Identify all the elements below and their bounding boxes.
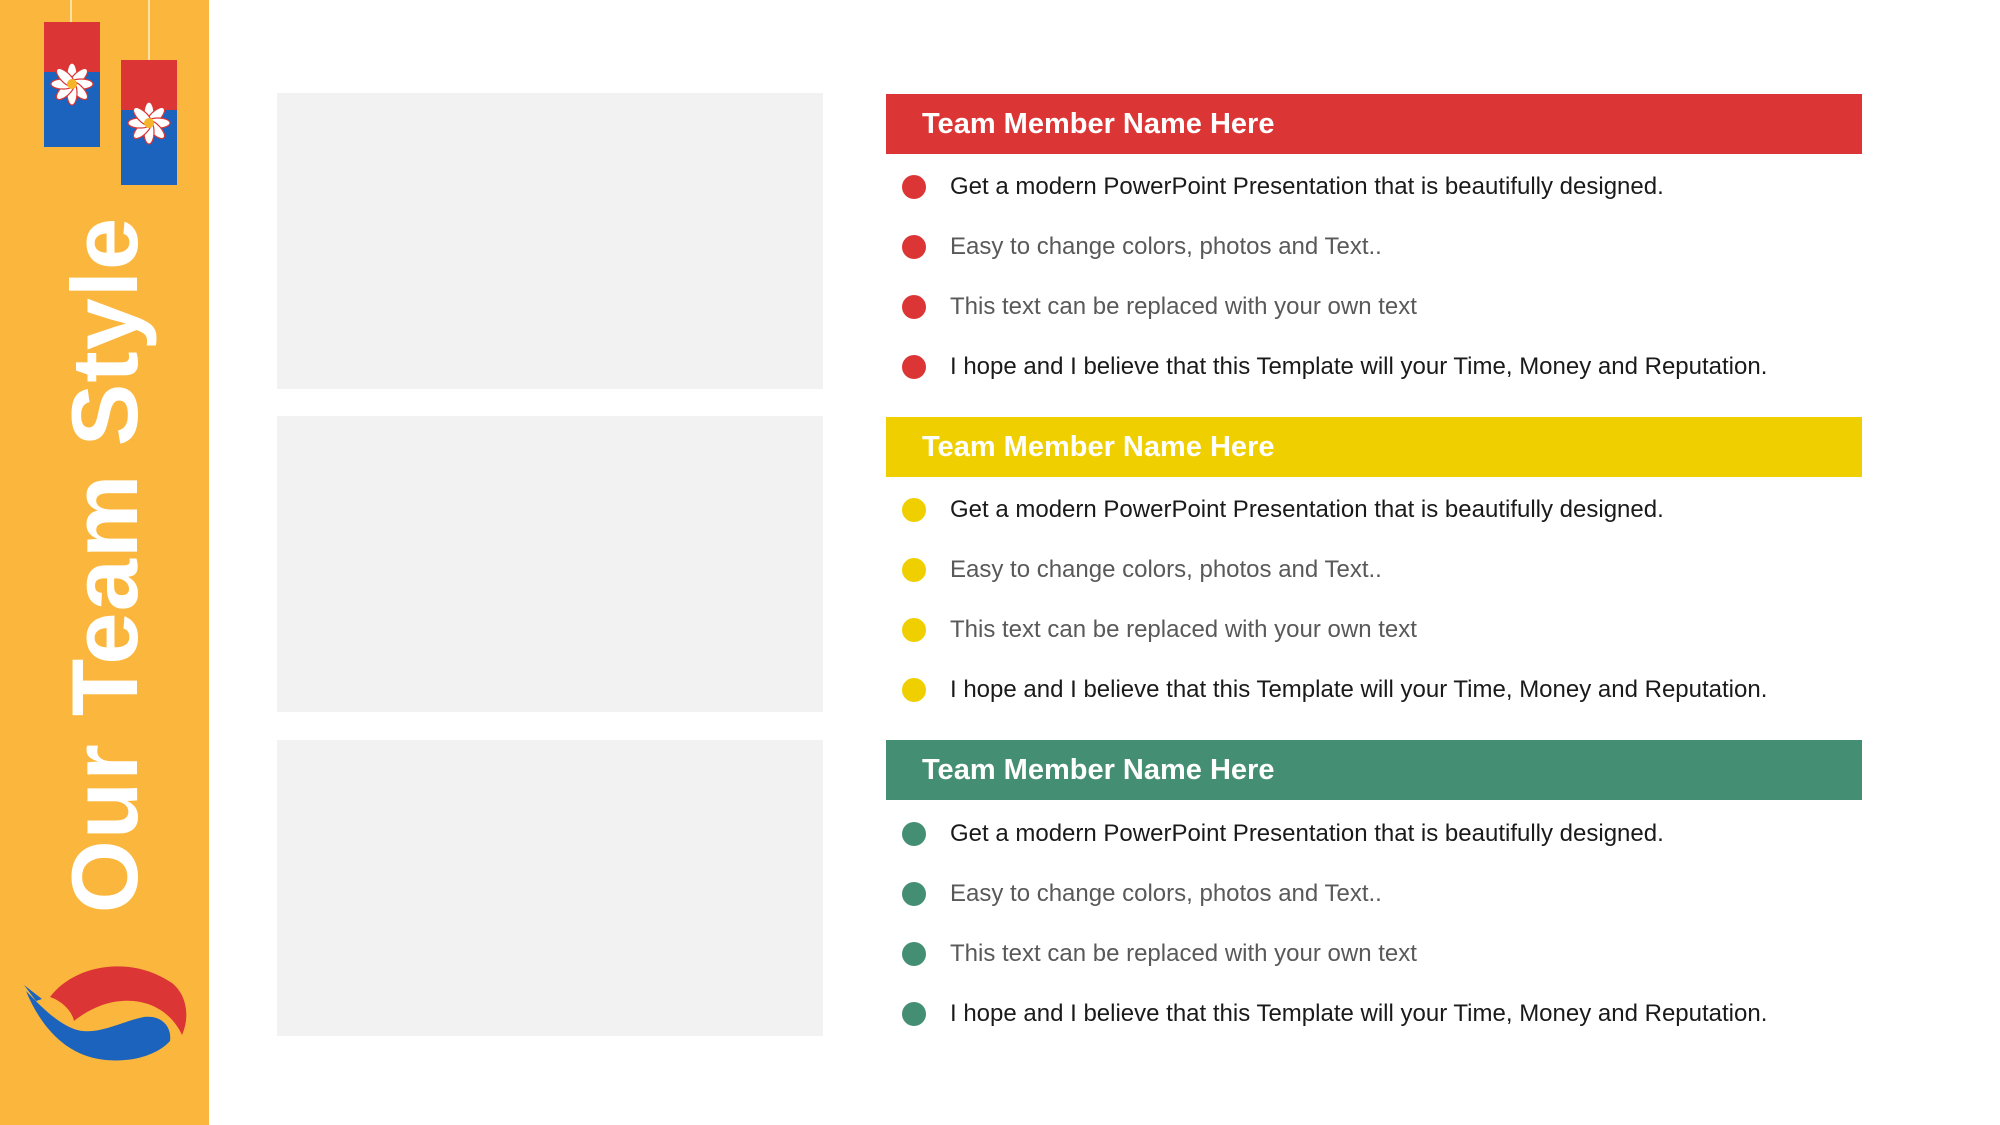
bullet-dot xyxy=(902,175,926,199)
bullet-text: Get a modern PowerPoint Presentation that is beautifully designed. xyxy=(950,496,1664,523)
bullet-dot xyxy=(902,235,926,259)
member-photo-placeholder xyxy=(277,416,823,712)
bullet-text: This text can be replaced with your own text xyxy=(950,940,1417,967)
bullet-text: Easy to change colors, photos and Text.. xyxy=(950,880,1382,907)
list-item xyxy=(902,814,1664,854)
flower-banner-icon xyxy=(121,60,177,185)
member-name-header: Team Member Name Here xyxy=(886,94,1862,154)
list-item xyxy=(902,550,1382,590)
banner-cord xyxy=(148,0,150,60)
member-name-header: Team Member Name Here xyxy=(886,740,1862,800)
sidebar xyxy=(0,0,209,1125)
flower-banner-icon xyxy=(44,22,100,147)
list-item xyxy=(902,490,1664,530)
member-photo-placeholder xyxy=(277,93,823,389)
bullet-dot xyxy=(902,295,926,319)
bullet-text: Get a modern PowerPoint Presentation that is beautifully designed. xyxy=(950,820,1664,847)
bullet-dot xyxy=(902,942,926,966)
bullet-dot xyxy=(902,558,926,582)
list-item xyxy=(902,347,1767,387)
member-name-header: Team Member Name Here xyxy=(886,417,1862,477)
flower-icon xyxy=(50,62,94,106)
bullet-dot xyxy=(902,355,926,379)
list-item xyxy=(902,934,1417,974)
bullet-text: This text can be replaced with your own text xyxy=(950,293,1417,320)
list-item xyxy=(902,287,1417,327)
bullet-dot xyxy=(902,1002,926,1026)
bullet-text: I hope and I believe that this Template will your Time, Money and Reputation. xyxy=(950,676,1768,703)
bullet-dot xyxy=(902,882,926,906)
list-item xyxy=(902,874,1382,914)
taegeuk-brush-icon xyxy=(22,955,192,1065)
bullet-dot xyxy=(902,822,926,846)
flower-icon xyxy=(127,101,171,145)
list-item xyxy=(902,227,1382,267)
bullet-dot xyxy=(902,618,926,642)
bullet-dot xyxy=(902,498,926,522)
member-photo-placeholder xyxy=(277,740,823,1036)
bullet-text: Easy to change colors, photos and Text.. xyxy=(950,556,1382,583)
bullet-text: Easy to change colors, photos and Text.. xyxy=(950,233,1382,260)
list-item xyxy=(902,167,1664,207)
list-item xyxy=(902,610,1417,650)
bullet-text: I hope and I believe that this Template will your Time, Money and Reputation. xyxy=(950,1000,1768,1027)
list-item xyxy=(902,994,1767,1034)
bullet-dot xyxy=(902,678,926,702)
bullet-text: Get a modern PowerPoint Presentation that is beautifully designed. xyxy=(950,173,1664,200)
banner-cord xyxy=(70,0,72,24)
bullet-text: I hope and I believe that this Template will your Time, Money and Reputation. xyxy=(950,353,1768,380)
list-item xyxy=(902,670,1767,710)
page-title: Our Team Style xyxy=(52,216,157,914)
bullet-text: This text can be replaced with your own text xyxy=(950,616,1417,643)
